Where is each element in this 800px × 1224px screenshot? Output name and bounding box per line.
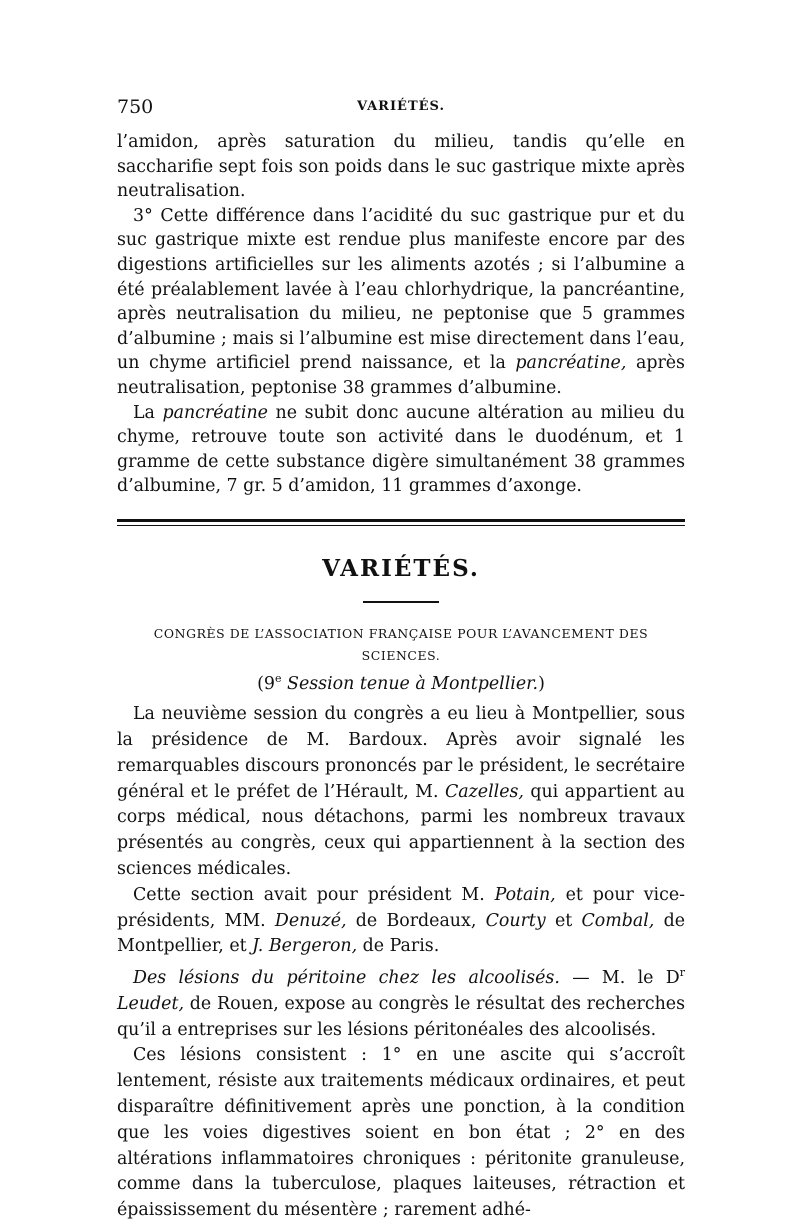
session-subtitle	[117, 667, 685, 696]
text-run: La neuvième session du congrès a eu lieu à Montpellier, sous la présidence de M. Bardoux. Après avoir signalé les remarquables discours prononcés par le président, le secrétaire général et le préfet de l’Hérault, M.	[117, 704, 685, 802]
text-run: qui appartient au corps médical, nous détachons, parmi les nombreux travaux présentés au congrès, ceux qui appartiennent à la section des sciences médicales.	[117, 781, 685, 880]
session-open: (9	[257, 673, 275, 694]
text-run: La	[133, 402, 163, 423]
text-run: Ces lésions consistent : 1° en une ascite qui s’accroît lentement, résiste aux traitements médicaux ordinaires, et peut disparaître définitivement après une ponction, à la condition que les voies digestives soient en bon état ; 2° en des altérations inflammatoires chroniques : péritonite granuleuse, comme dans la tuberculose, plaques laiteuses, rétraction et épaississement du mésentère ; rarement adhé-	[117, 1045, 685, 1221]
paragraph	[117, 1043, 685, 1224]
italic-text: Potain,	[494, 884, 556, 905]
text-run: et pour vice-présidents, MM.	[117, 884, 685, 931]
heading-rule	[363, 601, 439, 603]
text-run: et	[545, 910, 582, 931]
text-run: l’amidon, après saturation du milieu, tandis qu’elle en saccharifie sept fois son poids dans le suc gastrique mixte après neutralisation.	[117, 132, 685, 202]
article-title-line: CONGRÈS DE L’ASSOCIATION FRANÇAISE POUR L’AVANCEMENT DES	[153, 625, 649, 641]
book-page	[117, 96, 685, 1224]
italic-text: pancréatine	[162, 402, 268, 423]
text-run: de Paris.	[357, 936, 440, 957]
text-run: après neutralisation, peptonise 38 grammes d’albumine.	[117, 353, 685, 398]
italic-text: Denuzé,	[274, 910, 347, 931]
paragraph	[117, 401, 685, 499]
text-run: de Montpellier, et	[117, 910, 685, 957]
session-superscript: e	[275, 671, 282, 685]
text-run: 3° Cette différence dans l’acidité du suc gastrique pur et du suc gastrique mixte est rendue plus manifeste encore par des digestions artificielles sur les aliments azotés ; si l’albumine a été préalablement lavée à l’eau chlorhydrique, la pancréantine, après neutralisation du milieu, ne peptonise que 5 grammes d’albumine ; mais si l’albumine est mise directement dans l’eau, un chyme artificiel prend naissance, et la	[117, 205, 685, 374]
paragraph	[117, 883, 685, 960]
session-close: )	[538, 673, 545, 694]
text-run: ne subit donc aucune altération au milieu du chyme, retrouve toute son activité dans le duodénum, et 1 gramme de cette substance digère simultanément 38 grammes d’albumine, 7 gr. 5 d’amidon, 11 grammes d’axonge.	[117, 402, 685, 497]
article-title-line: SCIENCES.	[361, 647, 441, 663]
italic-text: Leudet,	[117, 993, 184, 1014]
text-run: — M. le D	[559, 968, 680, 989]
running-head	[117, 96, 685, 130]
body-text-top	[117, 130, 685, 499]
page-number: 750	[117, 96, 154, 118]
superscript: r	[679, 966, 686, 980]
paragraph	[117, 130, 685, 204]
paragraph	[117, 204, 685, 401]
article-title	[117, 623, 685, 667]
text-run: Cette section avait pour président M.	[133, 884, 495, 905]
text-run: de Rouen, expose au congrès le résultat des recherches qu’il a entreprises sur les lésions péritonéales des alcoolisés.	[117, 993, 685, 1040]
italic-text: Courty	[485, 910, 546, 931]
italic-text: Combal,	[581, 910, 655, 931]
section-separator	[117, 519, 685, 526]
thin-rule	[117, 525, 685, 526]
session-italic: Session tenue à Montpellier.	[281, 673, 539, 694]
section-heading: VARIÉTÉS.	[322, 554, 480, 582]
thick-rule	[117, 519, 685, 522]
italic-text: J. Bergeron,	[252, 936, 358, 957]
running-title: VARIÉTÉS.	[357, 99, 445, 114]
text-run: de Bordeaux,	[346, 910, 486, 931]
italic-text: Cazelles,	[444, 781, 524, 802]
paragraph	[117, 702, 685, 883]
italic-text: Des lésions du péritoine chez les alcoolisés.	[133, 968, 560, 989]
body-text-bottom	[117, 702, 685, 1224]
italic-text: pancréatine,	[515, 353, 627, 374]
paragraph	[117, 960, 685, 1043]
